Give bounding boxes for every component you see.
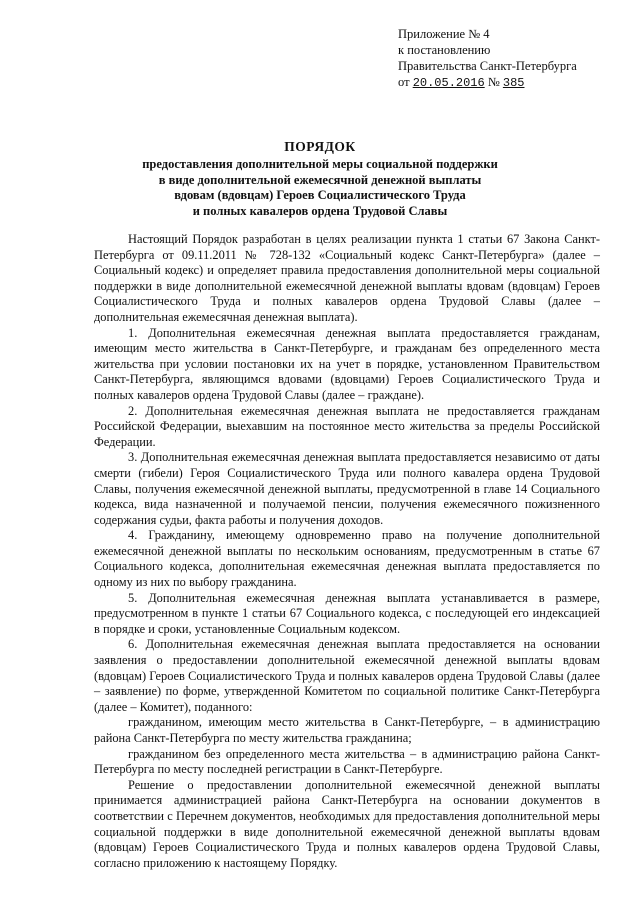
- decision-paragraph: Решение о предоставлении дополнительной ежемесячной денежной выплаты принимается администрацией района Санкт-Петербурга на основании документов в соответствии с Перечнем документов, необходимых для предоставления дополнительной меры социальной поддержки в виде дополнительной ежемесячной денежной выплаты вдовам (вдовцам) Героев Социалистического Труда и полных кавалеров ордена Трудовой Славы, согласно приложению к настоящему Порядку.: [94, 777, 600, 870]
- intro-paragraph: Настоящий Порядок разработан в целях реализации пункта 1 статьи 67 Закона Санкт-Петербурга от 09.11.2011 № 728-132 «Социальный кодекс Санкт-Петербурга» (далее – Социальный кодекс) и определяет правила предоставления дополнительной меры социальной поддержки в виде дополнительной ежемесячной денежной выплаты вдовам (вдовцам) Героев Социалистического Труда и полных кавалеров ордена Трудовой Славы (далее – дополнительная ежемесячная денежная выплата).: [94, 232, 600, 324]
- appendix-date-line: [398, 74, 618, 91]
- subtitle-line: предоставления дополнительной меры социальной поддержки: [142, 157, 498, 171]
- document-body: [94, 232, 600, 871]
- page-title: ПОРЯДОК: [284, 139, 356, 154]
- clause-2: 2. Дополнительная ежемесячная денежная выплата не предоставляется гражданам Российской Федерации, выехавшим на постоянное место жительства за пределы Российской Федерации.: [94, 403, 600, 449]
- appendix-header: [398, 26, 618, 91]
- subtitle-line: вдовам (вдовцам) Героев Социалистического Труда: [174, 188, 466, 202]
- appendix-line-3: Правительства Санкт-Петербурга: [398, 59, 577, 73]
- clause-6-item-resident: гражданином, имеющим место жительства в Санкт-Петербурге, – в администрацию района Санкт-Петербурга по месту жительства гражданина;: [94, 715, 600, 745]
- clause-6-item-homeless: гражданином без определенного места жительства – в администрацию района Санкт-Петербурга по месту последней регистрации в Санкт-Петербурге.: [94, 746, 600, 777]
- subtitle-line: и полных кавалеров ордена Трудовой Славы: [192, 203, 448, 218]
- clause-4: 4. Гражданину, имеющему одновременно право на получение дополнительной ежемесячной денежной выплаты по нескольким основаниям, предусмотренным в статье 67 Социального кодекса, дополнительная ежемесячная денежная выплата предоставляется по одному из них по выбору гражданина.: [94, 528, 600, 590]
- clause-5: 5. Дополнительная ежемесячная денежная выплата устанавливается в размере, предусмотренном в пункте 1 статьи 67 Социального кодекса, с последующей его индексацией в порядке и сроки, установленные Социальным кодексом.: [94, 590, 600, 636]
- clause-3: 3. Дополнительная ежемесячная денежная выплата предоставляется независимо от даты смерти (гибели) Героя Социалистического Труда или полного кавалера ордена Трудовой Славы, получения ежемесячной денежной выплаты, предусмотренной в главе 14 Социального кодекса, вида назначенной и получаемой пенсии, получения ежемесячного пожизненного содержания судьи, факта работы и получения доходов.: [94, 450, 600, 527]
- page-subtitle: [140, 157, 500, 219]
- appendix-line-2: к постановлению: [398, 43, 491, 57]
- clause-6: 6. Дополнительная ежемесячная денежная выплата предоставляется на основании заявления о предоставлении дополнительной ежемесячной денежной выплаты вдовам (вдовцам) Героев Социалистического Труда и полных кавалеров ордена Трудовой Славы (далее – заявление) по форме, утвержденной Комитетом по социальной политике Санкт-Петербурга (далее – Комитет), поданного:: [94, 637, 600, 714]
- subtitle-line: в виде дополнительной ежемесячной денежной выплаты: [158, 172, 482, 187]
- appendix-line-1: Приложение № 4: [398, 27, 490, 41]
- number-label: №: [487, 75, 500, 89]
- document-number: 385: [502, 76, 525, 90]
- document-date: 20.05.2016: [412, 76, 485, 90]
- from-label: от: [398, 75, 410, 89]
- clause-1: 1. Дополнительная ежемесячная денежная выплата предоставляется гражданам, имеющим место жительства в Санкт-Петербурге, и гражданам без определенного места жительства при условии постановки их на учет в порядке, установленном Правительством Санкт-Петербурга, являющимся вдовами (вдовцами) Героев Социалистического Труда и полных кавалеров ордена Трудовой Славы (далее – граждане).: [94, 325, 600, 402]
